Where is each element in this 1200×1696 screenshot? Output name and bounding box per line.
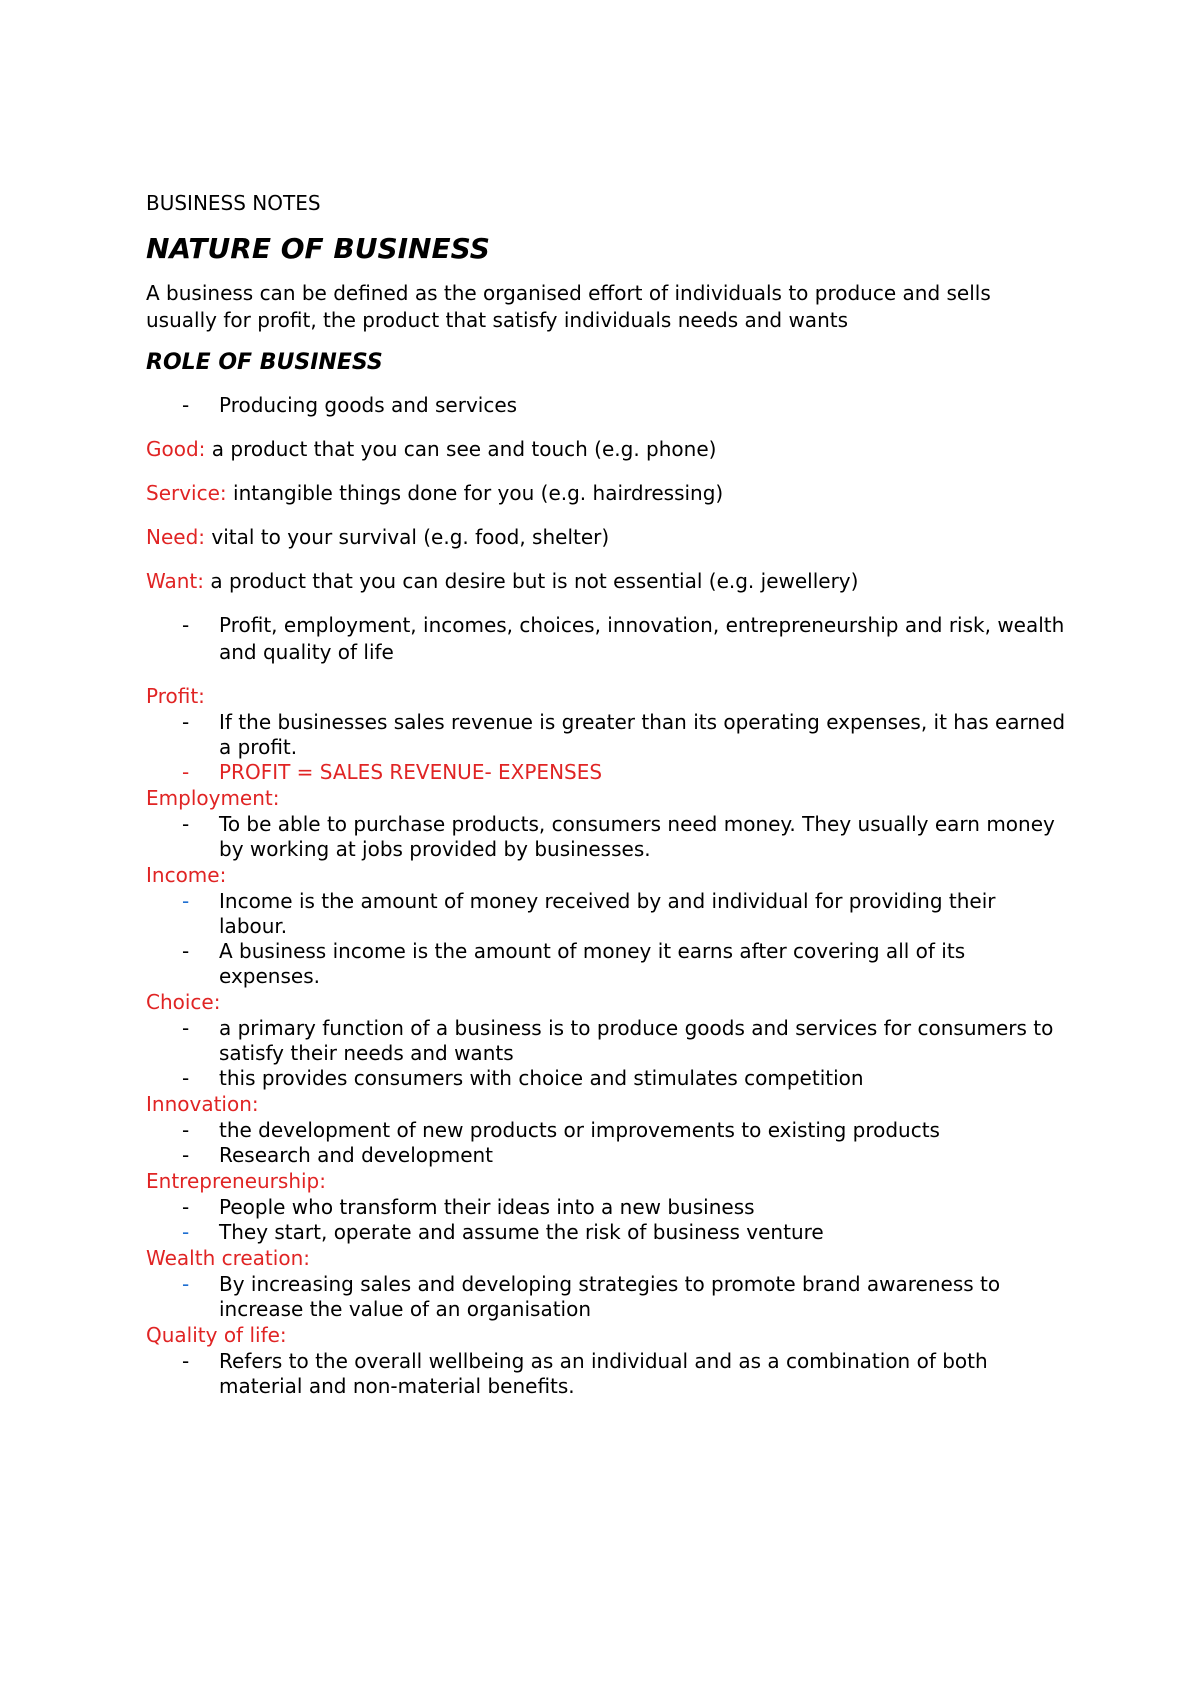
section-label-wealth-creation: Wealth creation: xyxy=(146,1246,310,1270)
list-item xyxy=(146,1016,1066,1066)
bullet-text: They start, operate and assume the risk of business venture xyxy=(219,1220,824,1244)
bullet-dash: - xyxy=(182,760,190,784)
list-item xyxy=(146,1272,1066,1322)
bullet-dash: - xyxy=(182,1016,190,1040)
list-item xyxy=(146,939,1066,989)
list-item xyxy=(146,1220,1066,1245)
section-label-entrepreneurship: Entrepreneurship: xyxy=(146,1169,326,1193)
list-item xyxy=(146,1066,1066,1091)
bullet-dash: - xyxy=(182,939,190,963)
bullet-text: the development of new products or improvements to existing products xyxy=(219,1118,940,1142)
list-item xyxy=(146,1195,1066,1220)
term-want xyxy=(146,568,1066,595)
bullet-dash: - xyxy=(182,889,190,913)
term-label: Service: xyxy=(146,481,227,505)
list-item xyxy=(146,812,1066,862)
bullet-dash: - xyxy=(182,393,190,417)
term-service xyxy=(146,480,1066,507)
term-text: vital to your survival (e.g. food, shelter) xyxy=(205,525,610,549)
bullet-dash: - xyxy=(182,613,190,637)
list-item xyxy=(146,1118,1066,1143)
list-item xyxy=(146,710,1066,760)
list-item-profit-formula xyxy=(146,760,1066,785)
section-label-quality-of-life: Quality of life: xyxy=(146,1323,287,1347)
bullet-text: Refers to the overall wellbeing as an individual and as a combination of both material and non-material benefits. xyxy=(219,1349,988,1398)
bullet-text: Income is the amount of money received by and individual for providing their labour. xyxy=(219,889,996,938)
term-text: intangible things done for you (e.g. hairdressing) xyxy=(226,481,724,505)
term-text: a product that you can see and touch (e.g. phone) xyxy=(205,437,717,461)
business-definition: A business can be defined as the organised effort of individuals to produce and sells usually for profit, the product that satisfy individuals needs and wants xyxy=(146,281,991,332)
bullet-dash: - xyxy=(182,1143,190,1167)
heading-role-of-business: ROLE OF BUSINESS xyxy=(146,350,383,375)
term-need xyxy=(146,524,1066,551)
bullet-dash: - xyxy=(182,1272,190,1296)
term-label: Good: xyxy=(146,437,206,461)
bullet-dash: - xyxy=(182,1118,190,1142)
term-text: a product that you can desire but is not essential (e.g. jewellery) xyxy=(204,569,859,593)
bullet-text: If the businesses sales revenue is greater than its operating expenses, it has earned a profit. xyxy=(219,710,1066,759)
role-bullet-producing xyxy=(146,392,1066,419)
bullet-text: Producing goods and services xyxy=(219,393,518,417)
list-item xyxy=(146,1143,1066,1168)
term-label: Need: xyxy=(146,525,206,549)
bullet-dash: - xyxy=(182,1220,190,1244)
bullet-text: PROFIT = SALES REVENUE- EXPENSES xyxy=(219,760,603,784)
bullet-text: Profit, employment, incomes, choices, innovation, entrepreneurship and risk, wealth and quality of life xyxy=(219,613,1065,664)
role-sections xyxy=(146,683,1066,1399)
bullet-dash: - xyxy=(182,1349,190,1373)
list-item xyxy=(146,889,1066,939)
section-label-choice: Choice: xyxy=(146,990,221,1014)
bullet-dash: - xyxy=(182,812,190,836)
document-title: BUSINESS NOTES xyxy=(146,191,321,215)
heading-nature-of-business: NATURE OF BUSINESS xyxy=(146,232,490,265)
bullet-text: By increasing sales and developing strategies to promote brand awareness to increase the value of an organisation xyxy=(219,1272,1001,1321)
bullet-text: To be able to purchase products, consumers need money. They usually earn money by working at jobs provided by businesses. xyxy=(219,812,1055,861)
list-item xyxy=(146,1349,1066,1399)
bullet-text: A business income is the amount of money it earns after covering all of its expenses. xyxy=(219,939,966,988)
bullet-dash: - xyxy=(182,1195,190,1219)
bullet-text: a primary function of a business is to produce goods and services for consumers to satisfy their needs and wants xyxy=(219,1016,1054,1065)
document-body xyxy=(146,188,1066,1399)
bullet-dash: - xyxy=(182,710,190,734)
bullet-text: this provides consumers with choice and stimulates competition xyxy=(219,1066,864,1090)
section-label-profit: Profit: xyxy=(146,684,205,708)
section-label-innovation: Innovation: xyxy=(146,1092,259,1116)
bullet-text: Research and development xyxy=(219,1143,494,1167)
bullet-dash: - xyxy=(182,1066,190,1090)
term-label: Want: xyxy=(146,569,205,593)
term-good xyxy=(146,436,1066,463)
bullet-text: People who transform their ideas into a new business xyxy=(219,1195,755,1219)
section-label-income: Income: xyxy=(146,863,227,887)
role-bullet-list xyxy=(146,612,1066,666)
section-label-employment: Employment: xyxy=(146,786,280,810)
